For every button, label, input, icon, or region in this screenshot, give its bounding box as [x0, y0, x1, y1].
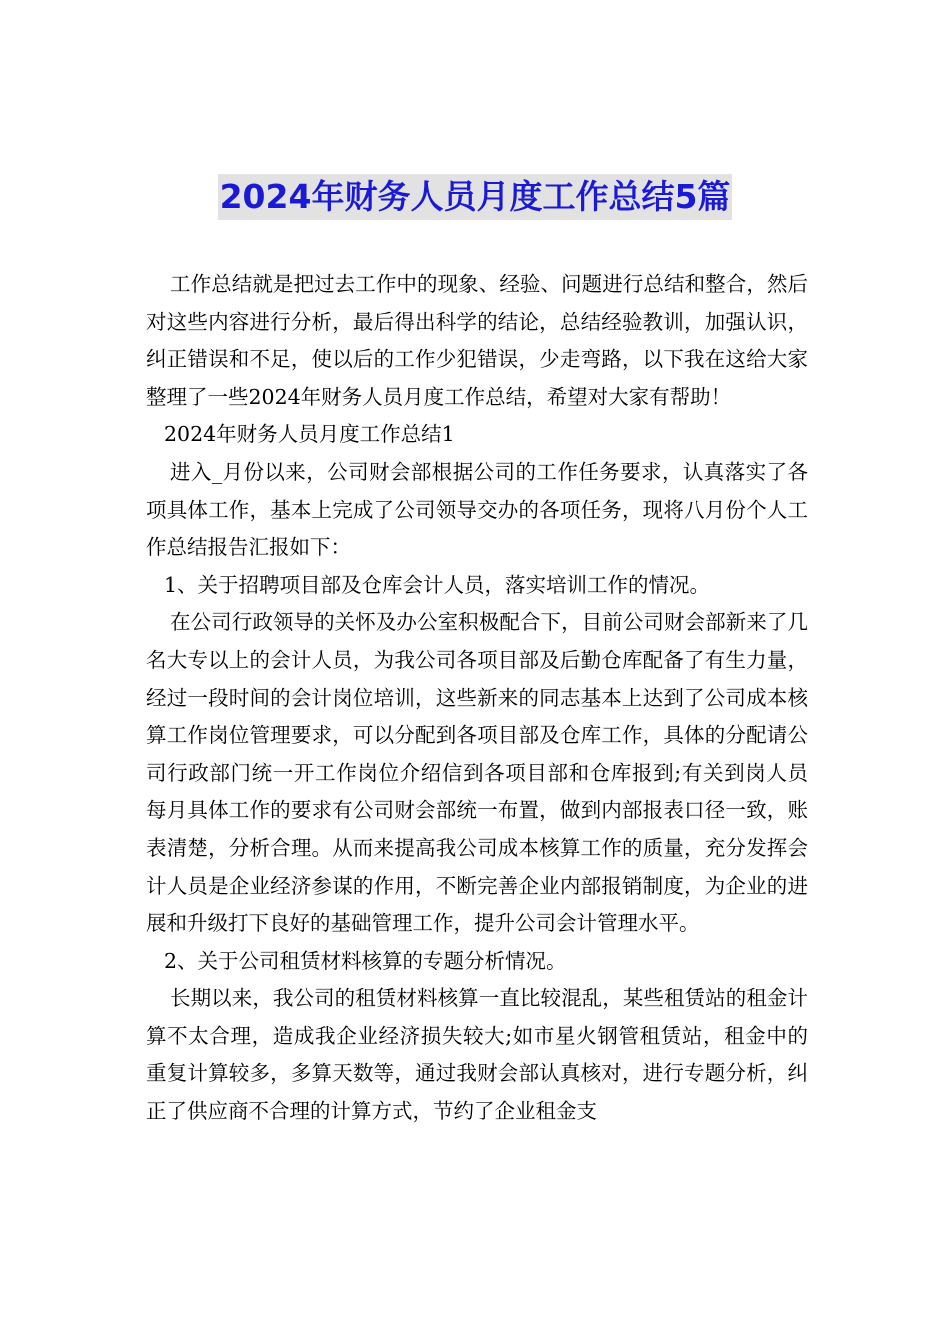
body-paragraph: 长期以来，我公司的租赁材料核算一直比较混乱，某些租赁站的租金计算不太合理，造成我企业经济损失较大;如市星火钢管租赁站，租金中的重复计算较多，多算天数等，通过我财会部认真核对，进行专题分析，纠正了供应商不合理的计算方式，节约了企业租金支: [146, 986, 808, 1124]
numbered-item: 1、关于招聘项目部及仓库会计人员，落实培训工作的情况。: [164, 572, 711, 597]
section-heading: 2024年财务人员月度工作总结1: [164, 422, 455, 447]
title-container: [0, 174, 950, 220]
body-paragraph: 进入_月份以来，公司财会部根据公司的工作任务要求，认真落实了各项具体工作，基本上完成了公司领导交办的各项任务，现将八月份个人工作总结报告汇报如下：: [146, 459, 808, 560]
body-paragraph: 在公司行政领导的关怀及办公室积极配合下，目前公司财会部新来了几名大专以上的会计人员，为我公司各项目部及后勤仓库配备了有生力量，经过一段时间的会计岗位培训，这些新来的同志基本上达到了公司成本核算工作岗位管理要求，可以分配到各项目部及仓库工作，具体的分配请公司行政部门统一开工作岗位介绍信到各项目部和仓库报到;有关到岗人员每月具体工作的要求有公司财会部统一布置，做到内部报表口径一致，账表清楚，分析合理。从而来提高我公司成本核算工作的质量，充分发挥会计人员是企业经济参谋的作用，不断完善企业内部报销制度，为企业的进展和升级打下良好的基础管理工作，提升公司会计管理水平。: [146, 610, 808, 936]
document-body: [146, 266, 808, 1131]
document-title: 2024年财务人员月度工作总结5篇: [218, 174, 733, 220]
intro-paragraph: 工作总结就是把过去工作中的现象、经验、问题进行总结和整合，然后对这些内容进行分析，最后得出科学的结论，总结经验教训，加强认识，纠正错误和不足，使以后的工作少犯错误，少走弯路，以下我在这给大家整理了一些2024年财务人员月度工作总结，希望对大家有帮助！: [146, 272, 808, 409]
numbered-item: 2、关于公司租赁材料核算的专题分析情况。: [164, 948, 567, 973]
